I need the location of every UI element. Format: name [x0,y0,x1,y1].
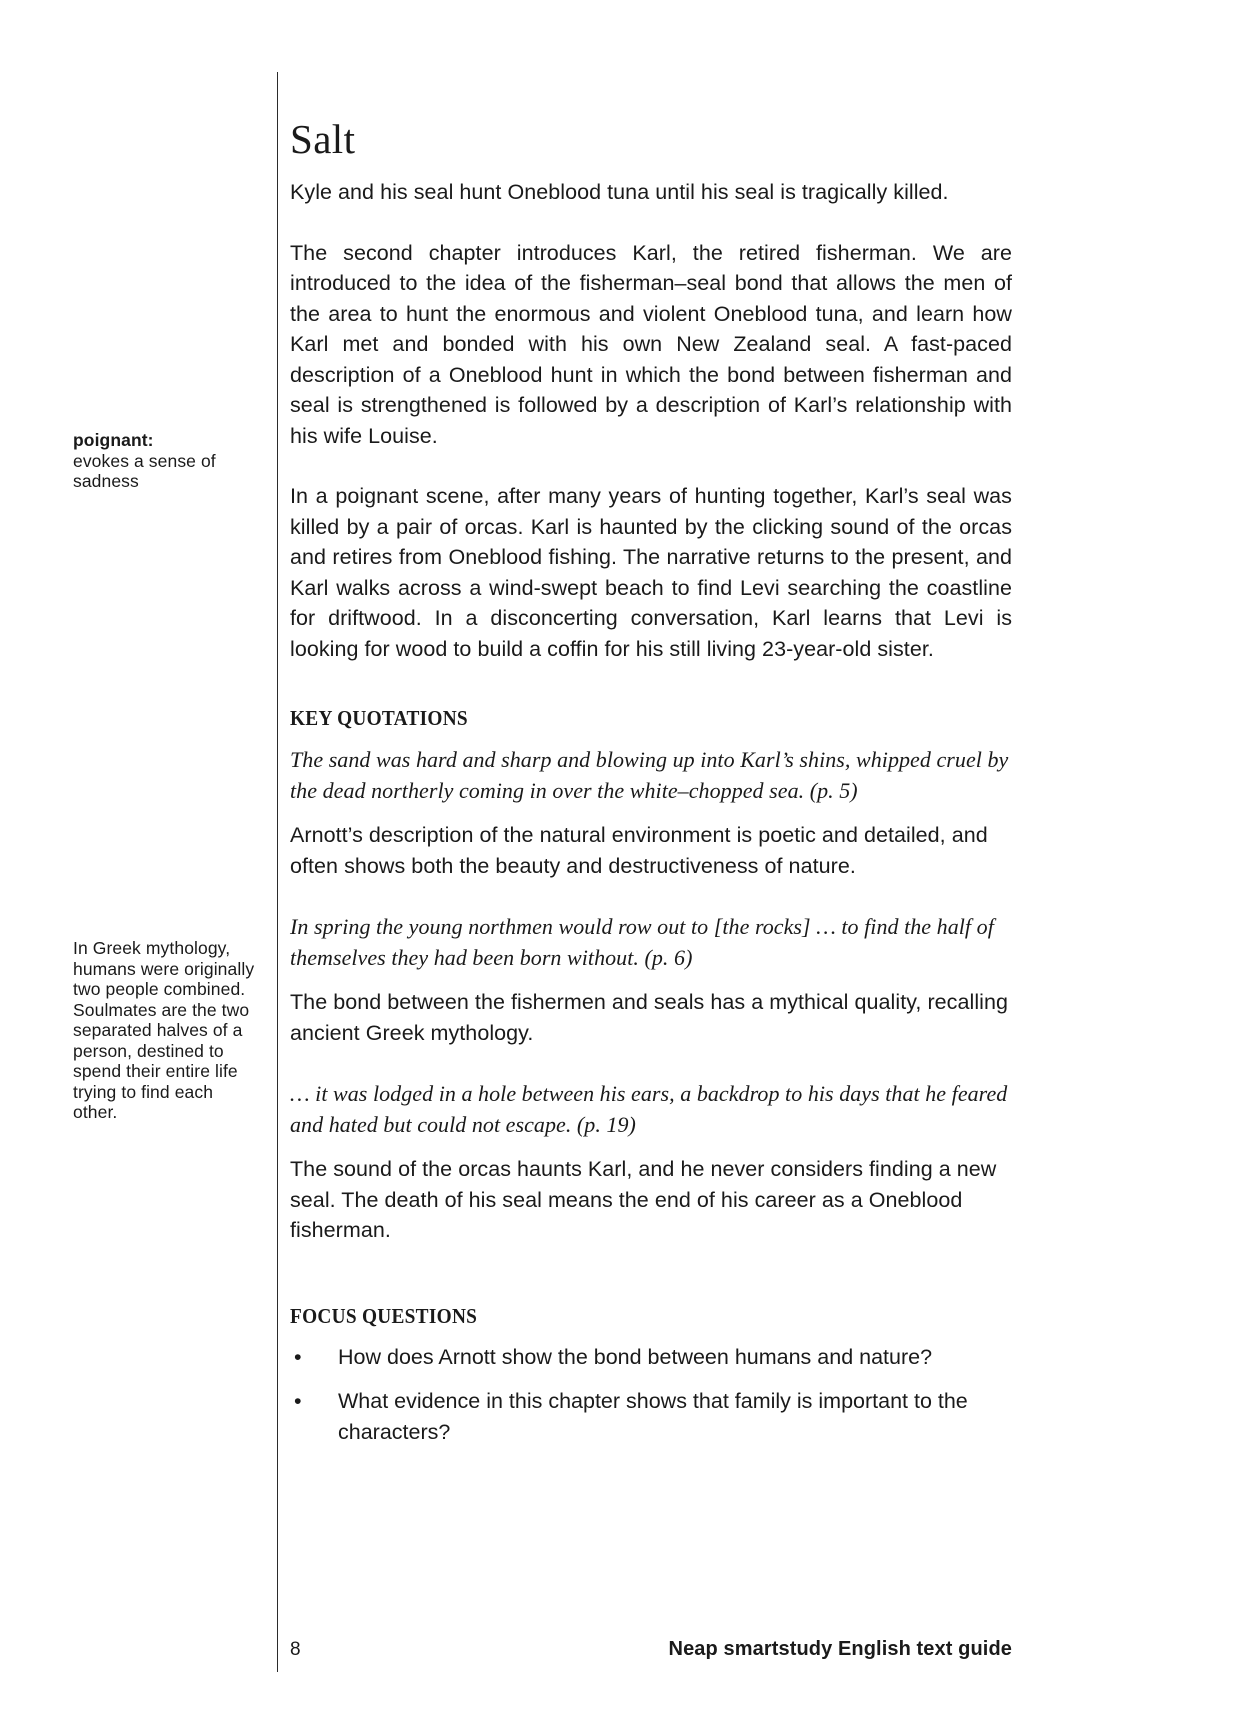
spacer [290,224,1012,238]
focus-questions-list [290,1342,1012,1448]
spacer [290,1064,1012,1078]
spacer [290,467,1012,481]
main-content-column [290,72,1012,1461]
spacer [290,897,1012,911]
section-heading-focus-questions: FOCUS QUESTIONS [290,1303,478,1328]
key-quotation-1: The sand was hard and sharp and blowing up into Karl’s shins, whipped cruel by the dead northerly coming in over the white–chopped sea. (p. 5) [290,747,1009,803]
margin-note-text: In Greek mythology, humans were originally two people combined. Soulmates are the two separated halves of a person, destined to spend their entire life trying to find each other. [73,938,255,1122]
margin-note-term: poignant: [73,430,154,450]
spacer [290,1262,1012,1304]
list-item [290,1386,1012,1447]
spacer [290,680,1012,706]
key-quotation-3: … it was lodged in a hole between his ears, a backdrop to his days that he feared and hated but could not escape. (p. 19) [290,1081,1008,1137]
section-heading-key-quotations: KEY QUOTATIONS [290,706,468,730]
page-number: 8 [290,1639,301,1660]
page-title: Salt [290,116,356,162]
footer-guide-title: Neap smartstudy English text guide [668,1638,1012,1660]
margin-note-poignant [73,430,258,492]
column-divider-rule [277,72,278,1672]
key-quotation-comment-3: The sound of the orcas haunts Karl, and he never considers finding a new seal. The death of his seal means the end of his career as a Oneblood fisherman. [290,1157,997,1242]
summary-logline: Kyle and his seal hunt Oneblood tuna until his seal is tragically killed. [290,180,949,204]
key-quotation-comment-1: Arnott’s description of the natural environment is poetic and detailed, and often shows both the beauty and destructiveness of nature. [290,823,988,878]
list-item-label: How does Arnott show the bond between humans and nature? [338,1344,933,1369]
margin-note-greek-mythology [73,938,258,1123]
key-quotation-comment-2: The bond between the fishermen and seals has a mythical quality, recalling ancient Greek mythology. [290,990,1008,1045]
list-item [290,1342,1012,1373]
margin-note-definition: evokes a sense of sadness [73,450,216,491]
summary-paragraph-2: In a poignant scene, after many years of hunting together, Karl’s seal was killed by a pair of orcas. Karl is haunted by the clicking sound of the orcas and retires from Oneblood fishing. The narrative returns to the present, and Karl walks across a wind-swept beach to find Levi searching the coastline for driftwood. In a disconcerting conversation, Karl learns that Levi is looking for wood to build a coffin for his still living 23-year-old sister. [290,484,1012,661]
bullet-icon: • [294,1389,302,1413]
summary-paragraph-1: The second chapter introduces Karl, the retired fisherman. We are introduced to the idea of the fisherman–seal bond that allows the men of the area to hunt the enormous and violent Oneblood tuna, and learn how Karl met and bonded with his own New Zealand seal. A fast-paced description of a Oneblood hunt in which the bond between fisherman and seal is strengthened is followed by a description of Karl’s relationship with his wife Louise. [290,240,1012,448]
key-quotation-2: In spring the young northmen would row out to [the rocks] … to find the half of themselves they had been born without. (p. 6) [290,914,994,970]
list-item-label: What evidence in this chapter shows that family is important to the characters? [338,1389,968,1444]
page-footer [290,1638,1012,1661]
bullet-icon: • [294,1344,302,1369]
